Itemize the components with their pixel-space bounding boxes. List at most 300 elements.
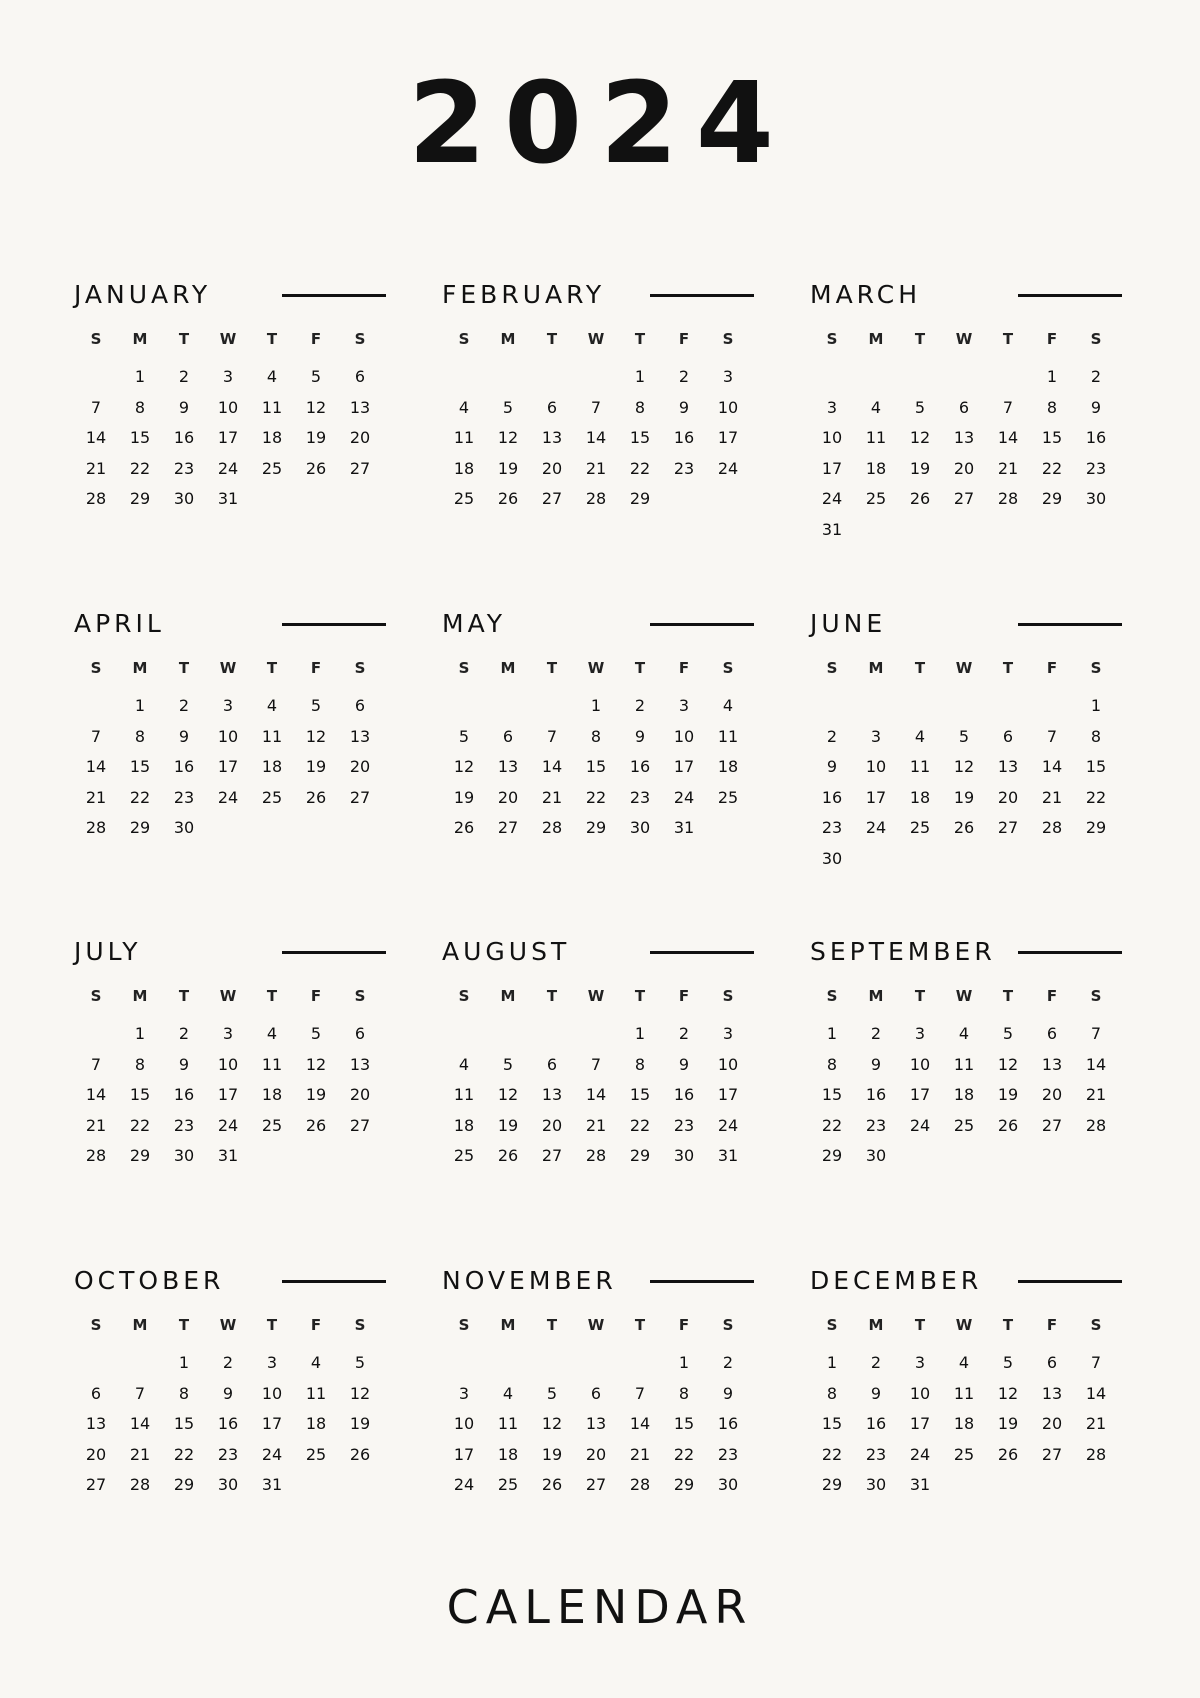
month-divider-line	[650, 1280, 754, 1283]
day-cell: 10	[217, 1054, 239, 1074]
weekday-header-row	[74, 1318, 386, 1333]
day-cell: 26	[349, 1444, 371, 1464]
day-cell: 19	[953, 787, 975, 807]
day-cell: 25	[909, 818, 931, 837]
day-cell: 11	[953, 1054, 975, 1074]
day-cell: 6	[1002, 726, 1014, 746]
day-cell: 6	[354, 367, 366, 386]
month-name: MARCH	[810, 280, 922, 309]
day-cell: 8	[134, 397, 146, 417]
day-cell: 26	[909, 489, 931, 508]
day-cell: 12	[497, 428, 519, 447]
day-cell: 3	[870, 726, 882, 746]
weekday-header-row	[442, 661, 754, 676]
day-cell: 17	[821, 458, 843, 478]
day-cell: 3	[222, 696, 234, 715]
day-cell: 31	[717, 1146, 739, 1165]
day-cell: 16	[629, 757, 651, 776]
day-cell: 31	[217, 489, 239, 508]
day-cell: 22	[629, 458, 651, 478]
day-cell: 21	[997, 458, 1019, 478]
day-cell: 17	[717, 1085, 739, 1104]
weekday-label: F	[678, 1316, 690, 1334]
month-december	[810, 1262, 1122, 1508]
day-cell: 27	[541, 1146, 563, 1165]
day-cell: 25	[453, 489, 475, 508]
month-header	[442, 605, 754, 645]
weekday-label: S	[826, 1316, 838, 1334]
day-cell: 9	[678, 397, 690, 417]
day-cell: 29	[629, 1146, 651, 1165]
day-cell: 1	[634, 1024, 646, 1043]
month-name: NOVEMBER	[442, 1266, 617, 1295]
weekday-header-row	[810, 1318, 1122, 1333]
day-cell: 24	[453, 1475, 475, 1494]
weekday-header-row	[74, 989, 386, 1004]
day-cell: 19	[909, 458, 931, 478]
day-cell: 19	[349, 1414, 371, 1433]
day-cell: 20	[953, 458, 975, 478]
day-cell: 28	[541, 818, 563, 837]
weekday-label: T	[266, 987, 278, 1005]
day-cell: 14	[629, 1414, 651, 1433]
weekday-label: T	[1002, 987, 1014, 1005]
day-cell: 4	[310, 1353, 322, 1372]
weekday-label: S	[1090, 659, 1102, 677]
weekday-label: W	[955, 1316, 973, 1334]
day-cell: 26	[305, 787, 327, 807]
day-cell: 9	[1090, 397, 1102, 417]
day-cell: 16	[173, 1085, 195, 1104]
weekday-label: F	[678, 330, 690, 348]
day-cell: 29	[129, 489, 151, 508]
day-cell: 30	[865, 1475, 887, 1494]
day-cell: 25	[953, 1115, 975, 1135]
day-cell: 16	[173, 757, 195, 776]
day-cell: 2	[222, 1353, 234, 1372]
day-cell: 15	[129, 428, 151, 447]
day-cell: 3	[678, 696, 690, 715]
day-cell: 11	[261, 726, 283, 746]
weekday-label: T	[266, 659, 278, 677]
day-cell: 27	[349, 787, 371, 807]
day-cell: 10	[821, 428, 843, 447]
day-cell: 29	[1085, 818, 1107, 837]
weekday-label: W	[219, 1316, 237, 1334]
day-cell: 26	[997, 1444, 1019, 1464]
month-divider-line	[1018, 1280, 1122, 1283]
weekday-label: F	[678, 987, 690, 1005]
days-grid	[442, 369, 754, 522]
day-cell: 5	[354, 1353, 366, 1372]
day-cell: 16	[217, 1414, 239, 1433]
day-cell: 10	[217, 726, 239, 746]
day-cell: 5	[546, 1383, 558, 1403]
day-cell: 17	[717, 428, 739, 447]
day-cell: 13	[541, 428, 563, 447]
weekday-label: F	[1046, 330, 1058, 348]
weekday-label: F	[310, 987, 322, 1005]
weekday-label: S	[458, 330, 470, 348]
day-cell: 4	[458, 397, 470, 417]
day-cell: 23	[865, 1115, 887, 1135]
day-cell: 4	[266, 696, 278, 715]
weekday-label: F	[310, 330, 322, 348]
day-cell: 24	[717, 1115, 739, 1135]
day-cell: 1	[134, 1024, 146, 1043]
day-cell: 27	[585, 1475, 607, 1494]
day-cell: 14	[129, 1414, 151, 1433]
day-cell: 7	[1090, 1353, 1102, 1372]
day-cell: 25	[305, 1444, 327, 1464]
days-grid	[442, 698, 754, 851]
days-grid	[810, 1026, 1122, 1179]
weekday-label: T	[178, 987, 190, 1005]
day-cell: 19	[305, 1085, 327, 1104]
day-cell: 5	[502, 1054, 514, 1074]
day-cell: 9	[826, 757, 838, 776]
day-cell: 14	[997, 428, 1019, 447]
day-cell: 31	[673, 818, 695, 837]
weekday-label: T	[914, 330, 926, 348]
day-cell: 26	[305, 1115, 327, 1135]
day-cell: 28	[585, 489, 607, 508]
day-cell: 24	[865, 818, 887, 837]
day-cell: 28	[1085, 1444, 1107, 1464]
weekday-label: T	[1002, 659, 1014, 677]
day-cell: 26	[453, 818, 475, 837]
month-february	[442, 276, 754, 522]
weekday-label: M	[868, 659, 884, 677]
month-august	[442, 933, 754, 1179]
days-grid	[74, 1355, 386, 1508]
month-header	[810, 605, 1122, 645]
day-cell: 1	[826, 1024, 838, 1043]
month-divider-line	[282, 1280, 386, 1283]
day-cell: 20	[349, 1085, 371, 1104]
days-grid	[74, 1026, 386, 1179]
day-cell: 23	[673, 458, 695, 478]
day-cell: 14	[585, 428, 607, 447]
day-cell: 23	[173, 787, 195, 807]
day-cell: 21	[629, 1444, 651, 1464]
day-cell: 10	[453, 1414, 475, 1433]
day-cell: 21	[85, 787, 107, 807]
day-cell: 24	[261, 1444, 283, 1464]
weekday-label: M	[500, 1316, 516, 1334]
day-cell: 28	[997, 489, 1019, 508]
weekday-label: S	[90, 987, 102, 1005]
month-divider-line	[1018, 951, 1122, 954]
day-cell: 10	[909, 1383, 931, 1403]
day-cell: 24	[673, 787, 695, 807]
month-may	[442, 605, 754, 851]
day-cell: 27	[349, 458, 371, 478]
day-cell: 11	[305, 1383, 327, 1403]
day-cell: 30	[865, 1146, 887, 1165]
month-name: MAY	[442, 609, 507, 638]
day-cell: 21	[585, 458, 607, 478]
day-cell: 17	[217, 1085, 239, 1104]
day-cell: 4	[266, 367, 278, 386]
day-cell: 6	[354, 696, 366, 715]
day-cell: 8	[678, 1383, 690, 1403]
days-grid	[810, 369, 1122, 552]
day-cell: 6	[590, 1383, 602, 1403]
day-cell: 14	[541, 757, 563, 776]
day-cell: 18	[909, 787, 931, 807]
month-header	[74, 605, 386, 645]
day-cell: 23	[717, 1444, 739, 1464]
day-cell: 29	[585, 818, 607, 837]
day-cell: 10	[865, 757, 887, 776]
day-cell: 18	[261, 428, 283, 447]
day-cell: 8	[134, 1054, 146, 1074]
day-cell: 19	[997, 1414, 1019, 1433]
day-cell: 2	[178, 696, 190, 715]
day-cell: 7	[1090, 1024, 1102, 1043]
weekday-label: M	[868, 1316, 884, 1334]
day-cell: 21	[85, 1115, 107, 1135]
day-cell: 8	[826, 1054, 838, 1074]
weekday-label: T	[266, 1316, 278, 1334]
day-cell: 3	[222, 367, 234, 386]
day-cell: 20	[997, 787, 1019, 807]
day-cell: 10	[717, 1054, 739, 1074]
day-cell: 19	[305, 757, 327, 776]
day-cell: 23	[673, 1115, 695, 1135]
weekday-label: S	[722, 659, 734, 677]
weekday-label: W	[219, 987, 237, 1005]
day-cell: 2	[870, 1024, 882, 1043]
month-january	[74, 276, 386, 522]
day-cell: 25	[261, 1115, 283, 1135]
day-cell: 3	[458, 1383, 470, 1403]
weekday-header-row	[442, 332, 754, 347]
day-cell: 12	[305, 1054, 327, 1074]
day-cell: 13	[349, 1054, 371, 1074]
weekday-label: T	[178, 330, 190, 348]
day-cell: 22	[821, 1444, 843, 1464]
weekday-label: S	[826, 659, 838, 677]
day-cell: 6	[1046, 1024, 1058, 1043]
day-cell: 6	[90, 1383, 102, 1403]
day-cell: 29	[629, 489, 651, 508]
day-cell: 18	[865, 458, 887, 478]
day-cell: 18	[453, 1115, 475, 1135]
day-cell: 16	[865, 1414, 887, 1433]
day-cell: 24	[821, 489, 843, 508]
day-cell: 8	[634, 1054, 646, 1074]
day-cell: 2	[722, 1353, 734, 1372]
day-cell: 22	[129, 787, 151, 807]
day-cell: 18	[261, 1085, 283, 1104]
day-cell: 9	[222, 1383, 234, 1403]
month-october	[74, 1262, 386, 1508]
weekday-label: W	[587, 1316, 605, 1334]
day-cell: 20	[497, 787, 519, 807]
weekday-label: W	[955, 987, 973, 1005]
month-name: OCTOBER	[74, 1266, 225, 1295]
day-cell: 27	[541, 489, 563, 508]
day-cell: 24	[217, 787, 239, 807]
day-cell: 31	[261, 1475, 283, 1494]
day-cell: 4	[958, 1024, 970, 1043]
weekday-label: W	[587, 987, 605, 1005]
month-divider-line	[282, 951, 386, 954]
day-cell: 17	[217, 757, 239, 776]
day-cell: 27	[1041, 1115, 1063, 1135]
day-cell: 29	[821, 1146, 843, 1165]
month-header	[442, 933, 754, 973]
day-cell: 2	[826, 726, 838, 746]
day-cell: 11	[261, 1054, 283, 1074]
day-cell: 10	[217, 397, 239, 417]
day-cell: 3	[914, 1024, 926, 1043]
day-cell: 13	[349, 726, 371, 746]
day-cell: 21	[1085, 1414, 1107, 1433]
day-cell: 18	[953, 1414, 975, 1433]
weekday-label: S	[722, 330, 734, 348]
day-cell: 14	[85, 428, 107, 447]
weekday-label: S	[90, 659, 102, 677]
day-cell: 16	[673, 1085, 695, 1104]
day-cell: 5	[1002, 1024, 1014, 1043]
day-cell: 20	[585, 1444, 607, 1464]
day-cell: 7	[1046, 726, 1058, 746]
day-cell: 8	[178, 1383, 190, 1403]
day-cell: 12	[953, 757, 975, 776]
day-cell: 13	[953, 428, 975, 447]
day-cell: 28	[85, 1146, 107, 1165]
day-cell: 1	[178, 1353, 190, 1372]
month-november	[442, 1262, 754, 1508]
month-name: JANUARY	[74, 280, 212, 309]
day-cell: 14	[585, 1085, 607, 1104]
day-cell: 26	[541, 1475, 563, 1494]
day-cell: 13	[1041, 1383, 1063, 1403]
month-header	[810, 933, 1122, 973]
day-cell: 1	[1046, 367, 1058, 386]
day-cell: 12	[909, 428, 931, 447]
day-cell: 24	[909, 1444, 931, 1464]
day-cell: 28	[129, 1475, 151, 1494]
day-cell: 25	[865, 489, 887, 508]
year-title: 2024	[408, 59, 792, 189]
day-cell: 17	[909, 1085, 931, 1104]
weekday-label: W	[219, 330, 237, 348]
weekday-label: M	[132, 330, 148, 348]
weekday-header-row	[74, 661, 386, 676]
month-name: AUGUST	[442, 937, 571, 966]
day-cell: 7	[90, 397, 102, 417]
day-cell: 25	[953, 1444, 975, 1464]
day-cell: 2	[870, 1353, 882, 1372]
day-cell: 20	[541, 1115, 563, 1135]
day-cell: 15	[629, 1085, 651, 1104]
day-cell: 26	[953, 818, 975, 837]
day-cell: 14	[1041, 757, 1063, 776]
day-cell: 28	[585, 1146, 607, 1165]
day-cell: 12	[997, 1383, 1019, 1403]
day-cell: 18	[453, 458, 475, 478]
day-cell: 9	[634, 726, 646, 746]
day-cell: 4	[870, 397, 882, 417]
day-cell: 27	[953, 489, 975, 508]
day-cell: 2	[634, 696, 646, 715]
month-march	[810, 276, 1122, 552]
weekday-label: M	[500, 659, 516, 677]
day-cell: 11	[261, 397, 283, 417]
day-cell: 4	[958, 1353, 970, 1372]
weekday-label: S	[722, 1316, 734, 1334]
day-cell: 21	[585, 1115, 607, 1135]
day-cell: 15	[673, 1414, 695, 1433]
day-cell: 1	[634, 367, 646, 386]
day-cell: 22	[173, 1444, 195, 1464]
day-cell: 30	[217, 1475, 239, 1494]
day-cell: 28	[85, 489, 107, 508]
month-divider-line	[650, 623, 754, 626]
day-cell: 13	[997, 757, 1019, 776]
day-cell: 29	[821, 1475, 843, 1494]
weekday-label: T	[634, 1316, 646, 1334]
day-cell: 16	[173, 428, 195, 447]
day-cell: 19	[997, 1085, 1019, 1104]
day-cell: 30	[173, 1146, 195, 1165]
day-cell: 26	[497, 489, 519, 508]
day-cell: 16	[717, 1414, 739, 1433]
month-june	[810, 605, 1122, 881]
day-cell: 19	[497, 1115, 519, 1135]
day-cell: 1	[590, 696, 602, 715]
day-cell: 20	[85, 1444, 107, 1464]
month-name: JUNE	[810, 609, 887, 638]
day-cell: 12	[497, 1085, 519, 1104]
month-header	[74, 933, 386, 973]
day-cell: 16	[1085, 428, 1107, 447]
month-name: SEPTEMBER	[810, 937, 996, 966]
day-cell: 2	[678, 367, 690, 386]
day-cell: 12	[997, 1054, 1019, 1074]
weekday-header-row	[810, 989, 1122, 1004]
weekday-label: W	[587, 330, 605, 348]
month-divider-line	[282, 623, 386, 626]
weekday-label: S	[458, 659, 470, 677]
day-cell: 23	[173, 1115, 195, 1135]
day-cell: 11	[453, 428, 475, 447]
day-cell: 16	[865, 1085, 887, 1104]
day-cell: 21	[85, 458, 107, 478]
day-cell: 3	[722, 367, 734, 386]
day-cell: 10	[673, 726, 695, 746]
day-cell: 17	[261, 1414, 283, 1433]
day-cell: 3	[722, 1024, 734, 1043]
day-cell: 28	[1085, 1115, 1107, 1135]
day-cell: 24	[717, 458, 739, 478]
day-cell: 16	[673, 428, 695, 447]
weekday-label: F	[310, 1316, 322, 1334]
day-cell: 27	[1041, 1444, 1063, 1464]
day-cell: 10	[909, 1054, 931, 1074]
day-cell: 15	[629, 428, 651, 447]
day-cell: 8	[1090, 726, 1102, 746]
day-cell: 30	[173, 818, 195, 837]
weekday-label: S	[722, 987, 734, 1005]
day-cell: 22	[629, 1115, 651, 1135]
month-divider-line	[650, 951, 754, 954]
day-cell: 7	[590, 1054, 602, 1074]
